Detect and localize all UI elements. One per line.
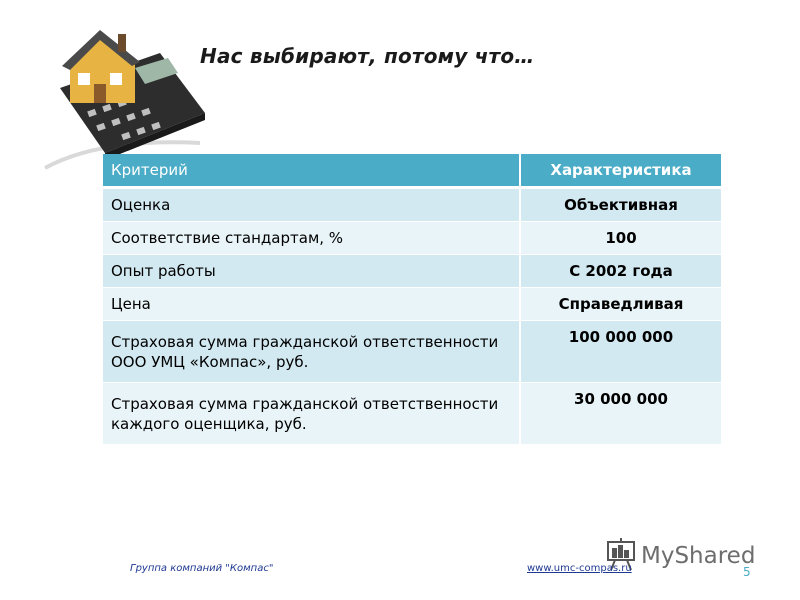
header-characteristic: Характеристика xyxy=(520,154,721,188)
table-row xyxy=(103,321,721,383)
value-cell: С 2002 года xyxy=(520,255,721,288)
criterion-cell: Страховая сумма гражданской ответственности каждого оценщика, руб. xyxy=(103,383,520,445)
table-header-row xyxy=(103,154,721,188)
table-row xyxy=(103,222,721,255)
footer-company: Группа компаний "Компас" xyxy=(130,563,274,574)
table-row xyxy=(103,383,721,445)
value-cell: 30 000 000 xyxy=(520,383,721,445)
value-cell: 100 000 000 xyxy=(520,321,721,383)
criterion-cell: Соответствие стандартам, % xyxy=(103,222,520,255)
value-cell: Объективная xyxy=(520,188,721,222)
value-cell: Справедливая xyxy=(520,288,721,321)
watermark-text: MyShared xyxy=(641,543,756,569)
table-row xyxy=(103,255,721,288)
value-cell: 100 xyxy=(520,222,721,255)
slide-title: Нас выбирают, потому что… xyxy=(200,44,535,68)
criterion-cell: Страховая сумма гражданской ответственности ООО УМЦ «Компас», руб. xyxy=(103,321,520,383)
criterion-cell: Оценка xyxy=(103,188,520,222)
criteria-table xyxy=(103,154,721,445)
header-criterion: Критерий xyxy=(103,154,520,188)
criterion-cell: Опыт работы xyxy=(103,255,520,288)
page-number: 5 xyxy=(743,565,751,579)
criterion-cell: Цена xyxy=(103,288,520,321)
footer-website-link[interactable]: www.umc-compas.ru xyxy=(527,563,632,574)
table-row xyxy=(103,288,721,321)
table-row xyxy=(103,188,721,222)
